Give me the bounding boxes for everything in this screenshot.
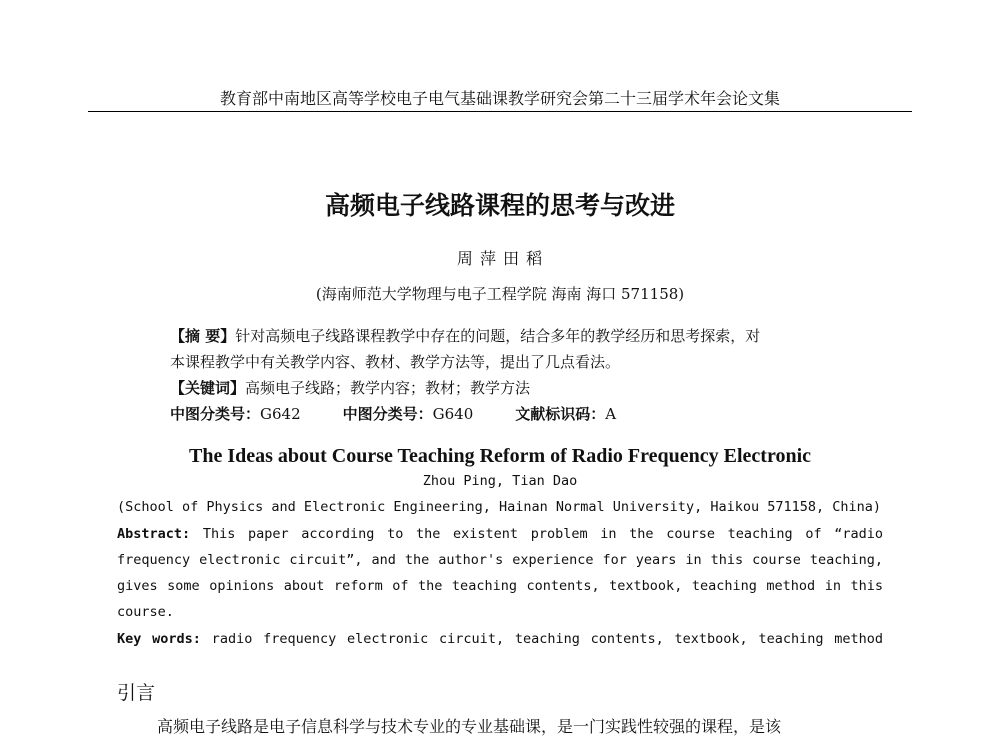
abstract-en-line: course. — [117, 604, 174, 620]
paper-title-en: The Ideas about Course Teaching Reform of Radio Frequency Electronic — [188, 445, 812, 467]
keywords-cn-line — [170, 377, 530, 398]
keywords-cn-label: 【关键词】 — [170, 379, 246, 397]
abstract-cn-label: 【摘 要】 — [170, 327, 236, 345]
paper-title-cn: 高频电子线路课程的思考与改进 — [324, 191, 675, 220]
clc-label-2: 中图分类号： — [342, 405, 433, 423]
running-header: 教育部中南地区高等学校电子电气基础课教学研究会第二十三届学术年会论文集 — [219, 89, 780, 108]
keywords-cn-text: 高频电子线路；教学内容；教材；教学方法 — [245, 379, 531, 397]
authors-en: Zhou Ping, Tian Dao — [422, 473, 578, 489]
clc-value-2: G640 — [432, 405, 474, 423]
abstract-cn-line — [170, 325, 760, 346]
abstract-cn-line: 本课程教学中有关教学内容、教材、教学方法等，提出了几点看法。 — [170, 353, 621, 371]
affiliation-en: (School of Physics and Electronic Engineering, Hainan Normal University, Haikou 571158, China) — [117, 499, 882, 515]
keywords-en-text: radio frequency electronic circuit, teaching contents, textbook, teaching method — [200, 631, 884, 647]
section-heading: 引言 — [117, 682, 156, 704]
abstract-en-line — [117, 526, 883, 542]
authors-cn: 周 萍 田 稻 — [456, 249, 544, 268]
abstract-en-line: gives some opinions about reform of the teaching contents, textbook, teaching method in this — [117, 578, 883, 594]
clc-value-1: G642 — [260, 405, 301, 423]
affiliation-cn: (海南师范大学物理与电子工程学院 海南 海口 571158) — [315, 285, 685, 303]
abstract-en-line: frequency electronic circuit”, and the author's experience for years in this course teaching, — [117, 552, 883, 568]
doc-code-label: 文献标识码： — [515, 405, 606, 423]
keywords-en-line — [117, 631, 883, 647]
abstract-en-text: This paper according to the existent problem in the course teaching of “radio — [190, 526, 883, 542]
doc-code-value: A — [605, 405, 617, 423]
keywords-en-label: Key words: — [117, 631, 201, 647]
body-text-line: 高频电子线路是电子信息科学与技术专业的专业基础课，是一门实践性较强的课程，是该 — [157, 717, 782, 736]
abstract-cn-text: 针对高频电子线路课程教学中存在的问题，结合多年的教学经历和思考探索，对 — [235, 327, 761, 345]
header-rule — [88, 111, 912, 112]
clc-label-1: 中图分类号： — [170, 405, 261, 423]
abstract-en-label: Abstract: — [117, 526, 191, 542]
classification-line — [170, 403, 616, 424]
